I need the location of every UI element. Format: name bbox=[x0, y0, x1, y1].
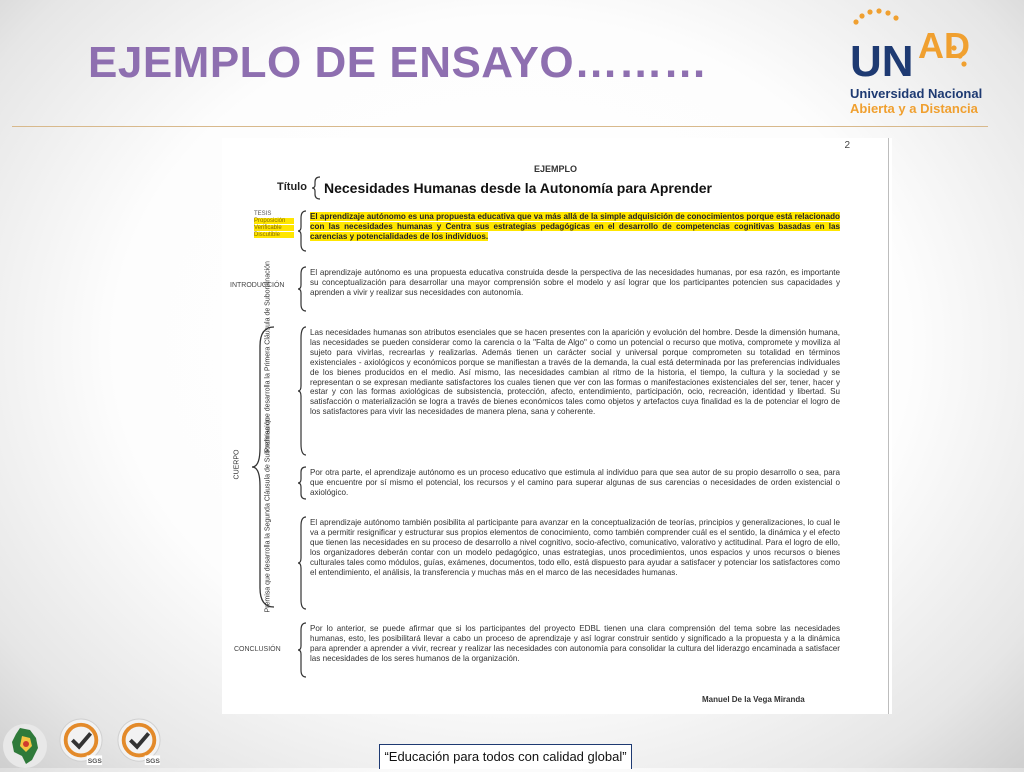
conclusion-label: CONCLUSIÓN bbox=[234, 646, 281, 653]
svg-text:SGS: SGS bbox=[87, 758, 102, 766]
logo-line-abierta: Abierta y a Distancia bbox=[850, 101, 978, 116]
intro-brace-icon bbox=[298, 266, 308, 312]
body3-brace-icon bbox=[298, 516, 308, 610]
unad-wordmark-icon bbox=[846, 6, 994, 86]
essay-author: Manuel De la Vega Miranda bbox=[702, 695, 805, 704]
cuerpo-label: CUERPO bbox=[233, 449, 241, 480]
introduccion-label: INTRODUCCIÓN bbox=[230, 282, 285, 289]
title-brace-icon bbox=[312, 176, 322, 200]
tesis-brace-icon bbox=[298, 210, 308, 252]
conclusion-paragraph: Por lo anterior, se puede afirmar que si los participantes del proyecto EDBL tienen una clara comprensión del tema sobre las necesidades humanas, esto, les posibilitará llevar a cabo un proceso de aprendizaje y así lograr construir sentido y significado a la propuesta y a la dinámica para aprender a aprender a vivir, recrear y realizar las necesidades con autonomía para consolidar la cultura del liderazgo encaminada a satisfacer las necesidades de los seres humanos de la organización. bbox=[310, 624, 840, 663]
body2-brace-icon bbox=[298, 466, 308, 500]
body-paragraph-3: El aprendizaje autónomo también posibilita al participante para avanzar en la conceptualización de teorías, principios y generalizaciones, lo cual le va a permitir resignificar y estructurar sus propios elementos de conocimiento, como también comprender cuál es el sentido, la dinámica y el efecto que tienen las necesidades en su proceso de desarrollo a nivel cognitivo, socio-afectivo, comunicativo, valorativo y actitudinal. Para el logro de ello, los organizadores deberán contar con un modelo pedagógico, unas estrategias, unos procedimientos, unos espacios y unos recursos o bienes culturales tales como módulos, guías, exámenes, documentos, todo ello, está dispuesto para ayudar a satisfacer y potenciar los satisfactores como el entendimiento, el análisis, la transferencia y muchas más en el marco de las necesidades humanas. bbox=[310, 518, 840, 577]
body-paragraph-1: Las necesidades humanas son atributos esenciales que se hacen presentes con la aparición y evolución del hombre. Desde la dimensión humana, las necesidades se pueden considerar como la carencia o la "Falta de Algo" o como un potencial o recurso que motiva, compromete y moviliza al sujeto para vivirlas, recrearlas y realizarlas. Además tienen un carácter social y universal porque comprometen su totalidad en términos existenciales - axiológicos y económicos porque se manifiestan a través de la demanda, la cual está determinada por las preferencias individuales de los bienes producidos en el medio. Así mismo, las necesidades cambian al ritmo de la historia, el tiempo, la cultura y la sociedad y se representan o se expresan mediante satisfactores los cuales tienen que ver con las formas o manifestaciones existenciales del ser, tener, hacer y estar y con las formas axiológicas de subsistencia, protección, afecto, entendimiento, participación, ocio, recreación, identidad y libertad. Su satisfacción o materialización se logra a través de bienes económicos tales como objetos y artefactos cuya finalidad es la de potenciar el logro de los satisfactores para vivir las necesidades de manera plena, sana y coherente. bbox=[310, 328, 840, 417]
title-divider bbox=[12, 126, 988, 127]
document-page-number: 2 bbox=[844, 140, 850, 151]
premisa-2-label: Premisa que desarrolla la Segunda Cláusula de Subordinación bbox=[264, 417, 272, 613]
logo-line-university: Universidad Nacional bbox=[850, 86, 983, 101]
svg-text:UN: UN bbox=[850, 37, 914, 86]
body1-brace-icon bbox=[298, 326, 308, 456]
slide-title: EJEMPLO DE ENSAYO……… bbox=[88, 38, 708, 87]
intro-paragraph: El aprendizaje autónomo es una propuesta educativa construida desde la perspectiva de las necesidades humanas, por esa razón, es importante su conceptualización para desarrollar una mayor comprensión sobre el modelo y así lograr que los participantes potencien sus capacidades y aprenden a vivir y realizar sus necesidades con autonomía. bbox=[310, 268, 840, 297]
conclusion-brace-icon bbox=[298, 622, 308, 678]
sgs-certification-seal-icon bbox=[116, 716, 162, 768]
page-margin-line bbox=[888, 138, 889, 714]
svg-text:AD: AD bbox=[918, 25, 970, 66]
thesis-paragraph: El aprendizaje autónomo es una propuesta educativa que va más allá de la simple adquisición de conocimientos porque está relacionado con las necesidades humanas y Centra sus estrategias pedagógicas en el desarrollo de competencias cognitivas basadas en las carencias y potencialidades de los individuos. bbox=[310, 212, 840, 241]
tesis-label: TESIS Proposición Verificable Discutible bbox=[254, 210, 294, 238]
footer-slogan: “Educación para todos con calidad global” bbox=[379, 744, 632, 769]
colombia-map-icon bbox=[2, 720, 48, 772]
document-heading: EJEMPLO bbox=[534, 164, 578, 174]
premisa-1-label: Premisa que desarrolla la Primera Cláusula de Subordinación bbox=[264, 261, 272, 453]
sgs-certification-seal-icon bbox=[58, 716, 104, 768]
title-label: Título bbox=[277, 181, 307, 193]
essay-document-image bbox=[222, 138, 892, 714]
unad-logo bbox=[846, 6, 994, 116]
body-paragraph-2: Por otra parte, el aprendizaje autónomo es un proceso educativo que estimula al individuo para que sea autor de su propio desarrollo o sea, para que encuentre por sí mismo el potencial, los recursos y el camino para superar algunas de sus carencias o necesidades de orden existencial o axiológico. bbox=[310, 468, 840, 497]
svg-text:SGS: SGS bbox=[145, 758, 160, 766]
essay-title: Necesidades Humanas desde la Autonomía para Aprender bbox=[324, 180, 712, 196]
